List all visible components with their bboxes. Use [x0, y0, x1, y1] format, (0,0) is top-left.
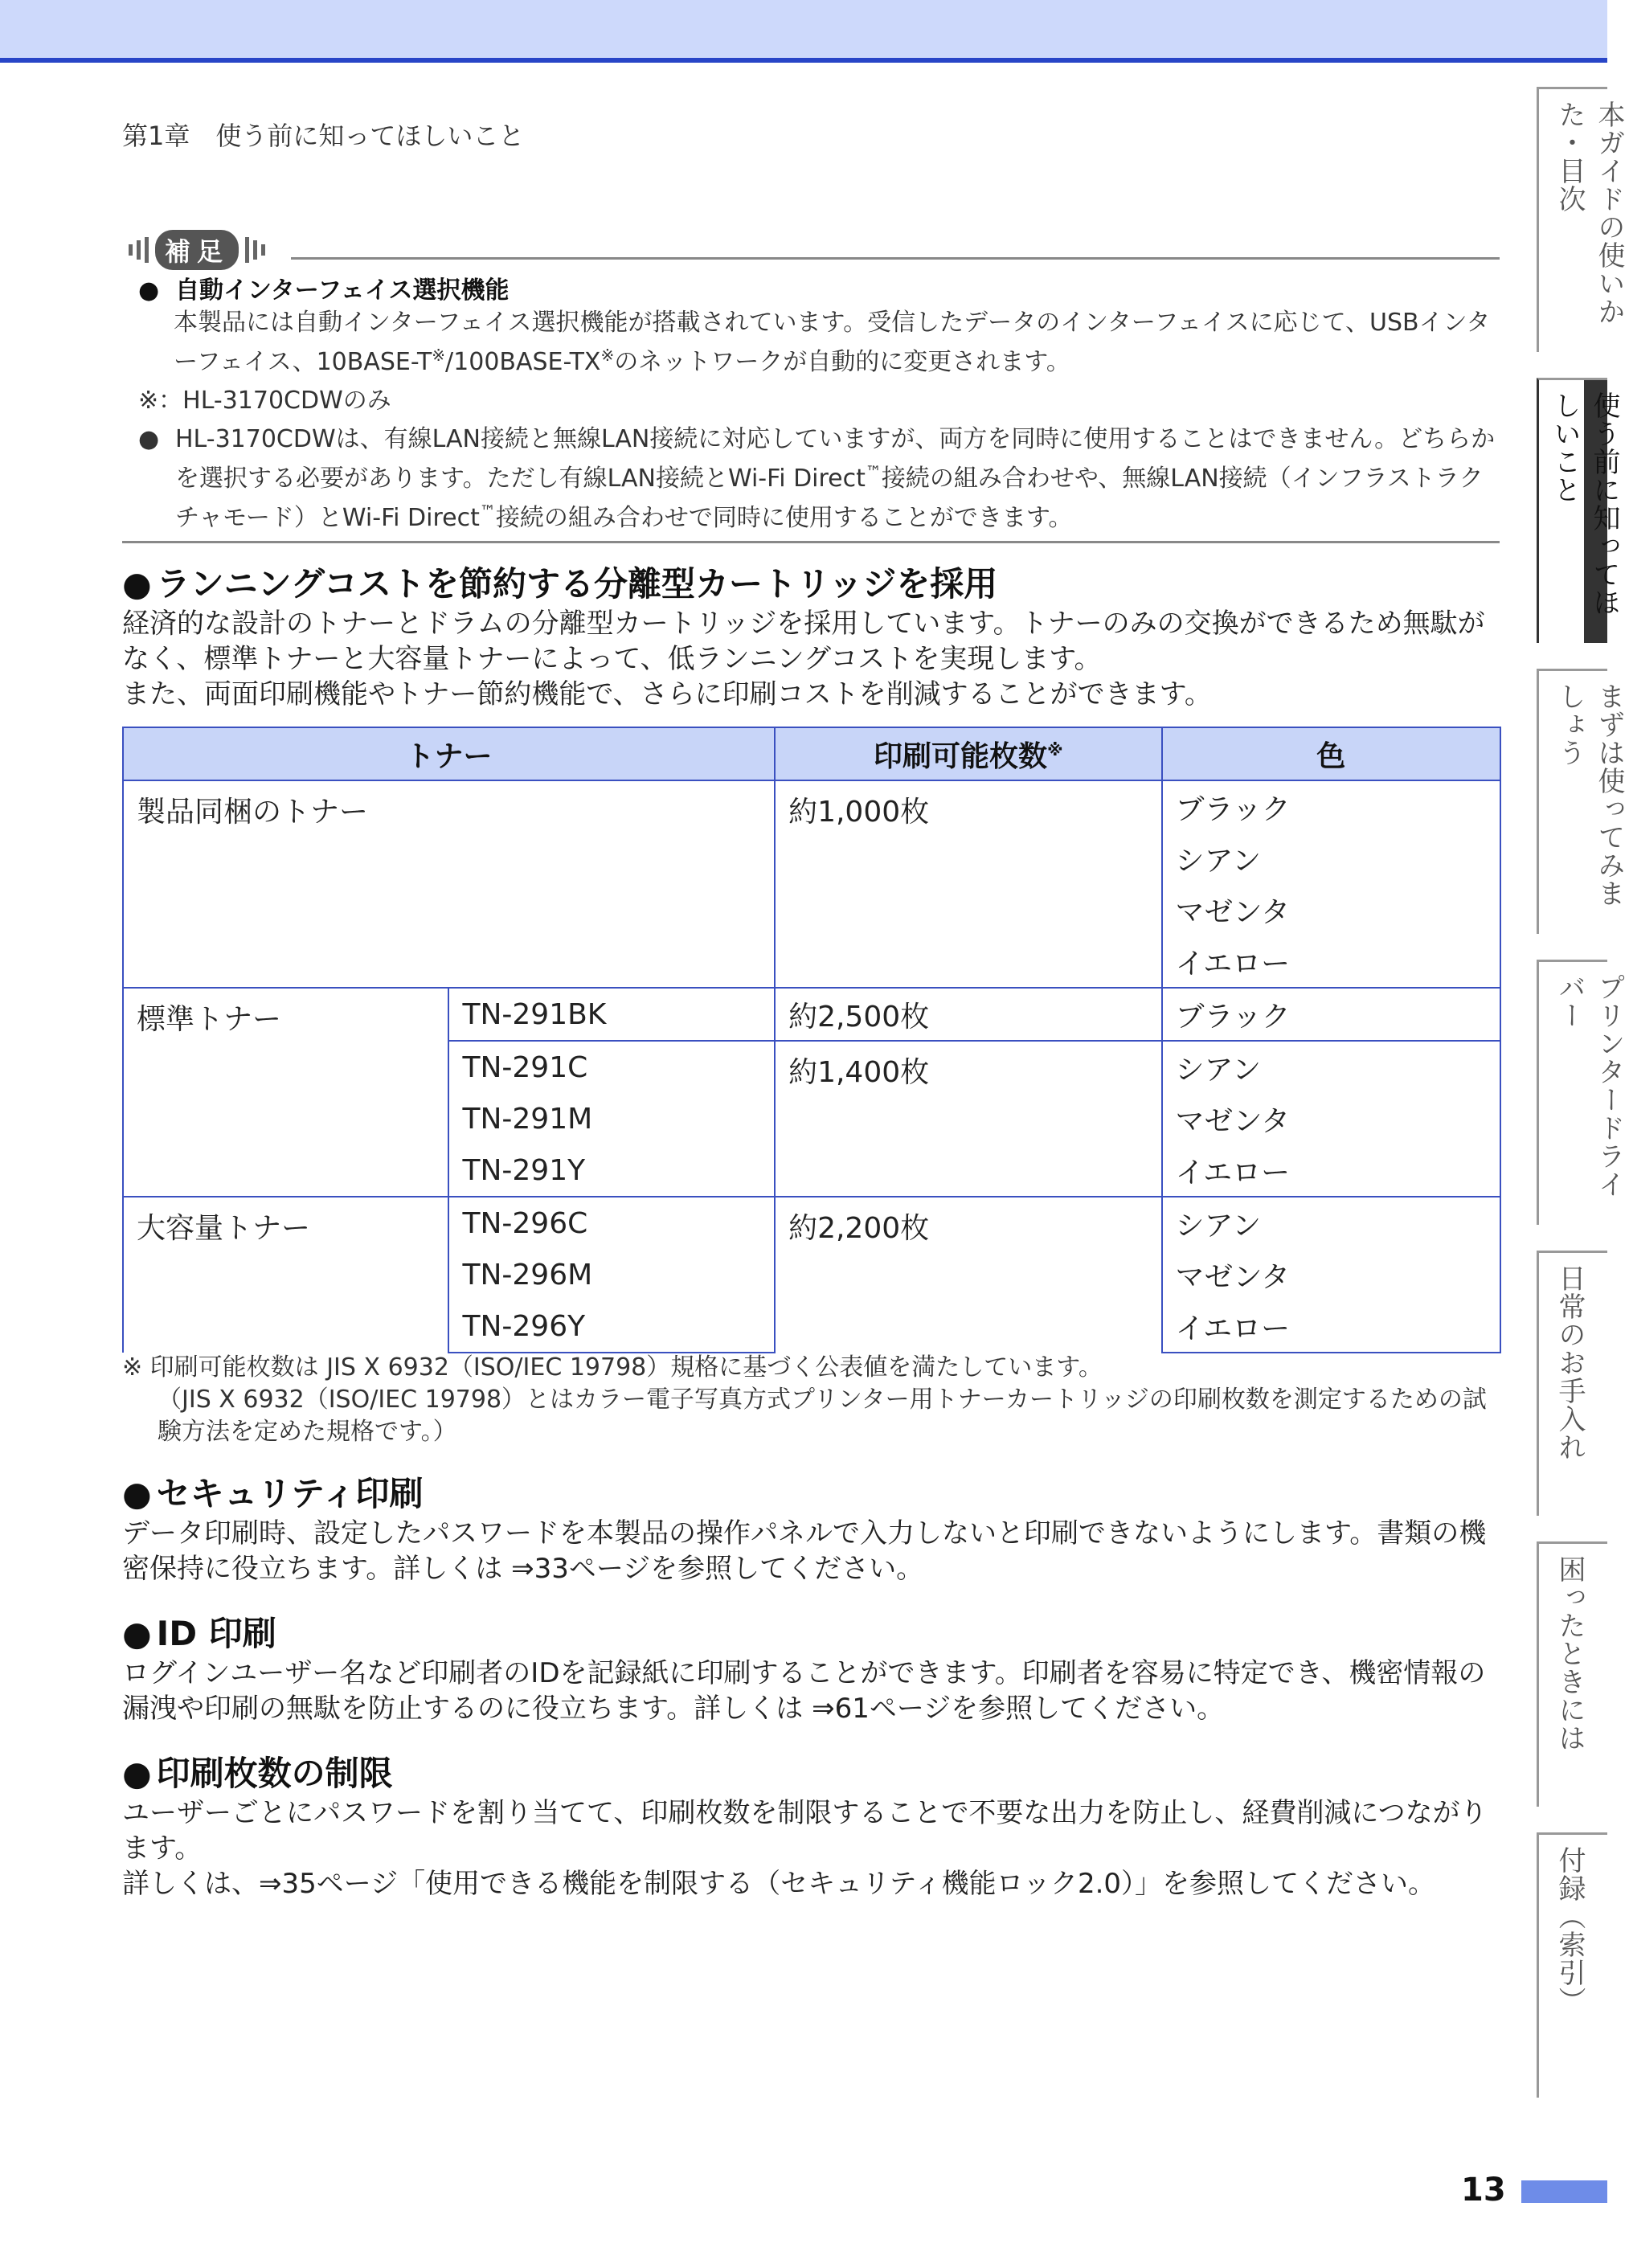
section-text: ユーザーごとにパスワードを割り当てて、印刷枚数を制限することで不要な出力を防止し、経費削減につながります。: [122, 1797, 1488, 1865]
color-cell: マゼンタ: [1162, 1093, 1500, 1144]
section-running-cost: [122, 563, 1500, 712]
section-title: ● ランニングコストを節約する分離型カートリッジを採用: [122, 564, 998, 604]
note-bottom-rule: [122, 541, 1500, 543]
color-cell: ブラック: [1162, 780, 1500, 833]
note-top-rule: [291, 257, 1500, 260]
color-cell: イエロー: [1162, 935, 1500, 988]
standard-label: 標準トナー: [123, 988, 448, 1197]
included-label: 製品同梱のトナー: [123, 780, 775, 988]
color-cell: シアン: [1162, 1197, 1500, 1249]
table-row: [123, 780, 1500, 833]
model-cell: TN-296M: [448, 1249, 775, 1300]
page-number: 13: [1461, 2172, 1506, 2209]
note-asterisk: ※：HL-3170CDWのみ: [138, 387, 391, 415]
color-cell: マゼンタ: [1162, 884, 1500, 935]
section-text: データ印刷時、設定したパスワードを本製品の操作パネルで入力しないと印刷できないようにします。書類の機密保持に役立ちます。詳しくは ⇒33ページを参照してください。: [122, 1517, 1487, 1585]
header-pages: 印刷可能枚数※: [775, 727, 1161, 780]
tab-troubleshooting[interactable]: 困ったときには: [1537, 1541, 1607, 1807]
tab-maintenance[interactable]: 日常のお手入れ: [1537, 1251, 1607, 1516]
section-text: 詳しくは、⇒35ページ「使用できる機能を制限する（セキュリティ機能ロック2.0）」を参照してください。: [122, 1868, 1436, 1900]
section-text: また、両面印刷機能やトナー節約機能で、さらに印刷コストを削減することができます。: [122, 678, 1212, 710]
model-cell: TN-291C: [448, 1041, 775, 1093]
model-cell: TN-291BK: [448, 988, 775, 1041]
header-color: 色: [1162, 727, 1500, 780]
color-cell: シアン: [1162, 1041, 1500, 1093]
tab-getting-started[interactable]: まずは使ってみましょう: [1537, 669, 1607, 934]
model-cell: TN-296C: [448, 1197, 775, 1249]
badge-right-bars: [245, 237, 265, 263]
header-rule: [0, 58, 1607, 63]
tab-before-use[interactable]: 使う前に知ってほしいこと: [1537, 378, 1607, 643]
footnote-line: （JIS X 6932（ISO/IEC 19798）とはカラー電子写真方式プリンター用トナーカートリッジの印刷枚数を測定するための試験方法を定めた規格です。）: [158, 1386, 1487, 1446]
footnote-line: ※ 印刷可能枚数は JIS X 6932（ISO/IEC 19798）規格に基づく公表値を満たしています。: [122, 1353, 1103, 1382]
model-cell: TN-291M: [448, 1093, 775, 1144]
tab-appendix[interactable]: 付録（索引）: [1537, 1832, 1607, 2098]
note-box: [122, 230, 1500, 543]
note-title: ● 自動インターフェイス選択機能: [138, 276, 510, 305]
model-cell: TN-291Y: [448, 1144, 775, 1197]
included-pages: 約1,000枚: [775, 780, 1161, 988]
tab-guide-contents[interactable]: 本ガイドの使いかた・目次: [1537, 87, 1607, 352]
color-cell: イエロー: [1162, 1300, 1500, 1353]
header-toner: トナー: [123, 727, 775, 780]
section-text: 経済的な設計のトナーとドラムの分離型カートリッジを採用しています。トナーのみの交換ができるため無駄がなく、標準トナーと大容量トナーによって、低ランニングコストを実現します。: [122, 608, 1485, 675]
note-header: [122, 230, 1500, 275]
table-row: [123, 1197, 1500, 1249]
table-footnote: [122, 1352, 1500, 1448]
section-id-print: [122, 1612, 1500, 1726]
pages-cell: 約2,500枚: [775, 988, 1161, 1041]
note-badge: [122, 230, 272, 270]
tab-printer-driver[interactable]: プリンタードライバー: [1537, 960, 1607, 1225]
pages-cell: 約2,200枚: [775, 1197, 1161, 1353]
color-cell: ブラック: [1162, 988, 1500, 1041]
header-band: [0, 0, 1607, 58]
page-number-bar: [1521, 2180, 1607, 2203]
badge-label: 補足: [155, 230, 239, 270]
color-cell: イエロー: [1162, 1144, 1500, 1197]
section-security-print: [122, 1472, 1500, 1586]
section-text: ログインユーザー名など印刷者のIDを記録紙に印刷することができます。印刷者を容易に特定でき、機密情報の漏洩や印刷の無駄を防止するのに役立ちます。詳しくは ⇒61ページを参照してください。: [122, 1657, 1486, 1725]
section-title: ● セキュリティ印刷: [122, 1474, 424, 1513]
section-print-limit: [122, 1752, 1500, 1902]
table-header-row: [123, 727, 1500, 780]
table-row: [123, 988, 1500, 1041]
toner-table: [122, 727, 1501, 1353]
model-cell: TN-296Y: [448, 1300, 775, 1353]
section-title: ● 印刷枚数の制限: [122, 1754, 393, 1793]
note-bullet-2: ● HL-3170CDWは、有線LAN接続と無線LAN接続に対応していますが、両方を同時に使用することはできません。どちらかを選択する必要があります。ただし有線LAN接続とWi-Fi Direct™接続の組み合わせや、無線LAN接続（インフラストラクチャモード）とWi-Fi Direct™接続の組み合わせで同時に使用することができます。: [138, 425, 1496, 532]
pages-cell: 約1,400枚: [775, 1041, 1161, 1197]
large-label: 大容量トナー: [123, 1197, 448, 1353]
section-title: ● ID 印刷: [122, 1614, 276, 1653]
badge-left-bars: [129, 237, 149, 263]
chapter-heading: 第1章 使う前に知ってほしいこと: [122, 121, 525, 151]
color-cell: シアン: [1162, 833, 1500, 884]
color-cell: マゼンタ: [1162, 1249, 1500, 1300]
note-body: 本製品には自動インターフェイス選択機能が搭載されています。受信したデータのインターフェイスに応じて、USBインターフェイス、10BASE-T※/100BASE-TX※のネットワークが自動的に変更されます。: [174, 309, 1491, 376]
